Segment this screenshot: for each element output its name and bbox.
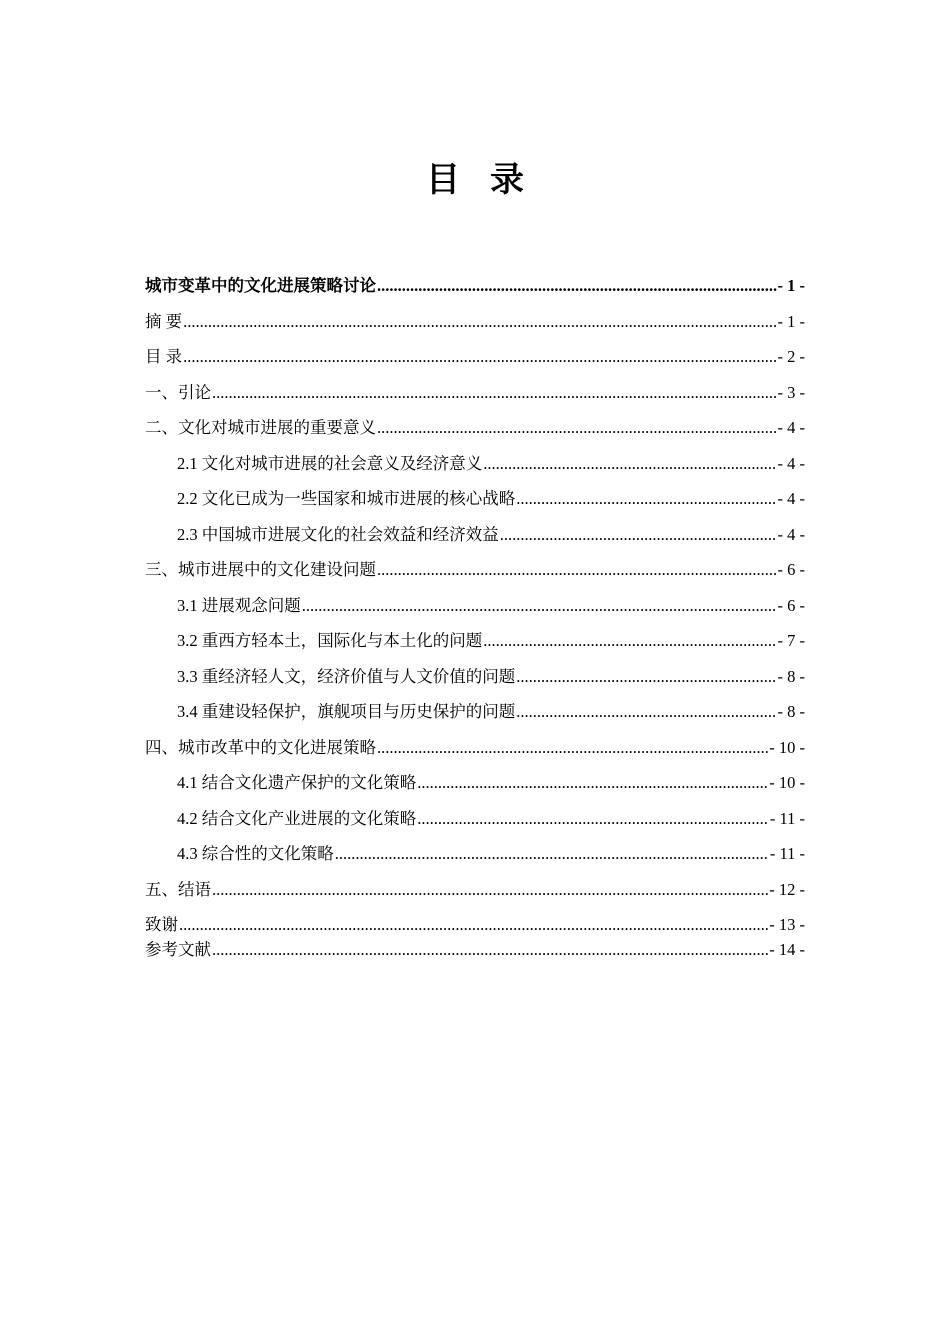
dot-leader — [183, 347, 776, 367]
dot-leader — [483, 631, 776, 651]
toc-entry-page-number: - 2 - — [777, 347, 805, 366]
toc-entry-page-number: - 13 - — [769, 915, 805, 934]
dot-leader — [377, 276, 777, 296]
dot-leader — [417, 809, 769, 829]
toc-entry-label: 4.2 结合文化产业进展的文化策略 — [177, 808, 417, 828]
toc-entry-page-number: - 6 - — [777, 560, 805, 579]
page-title: 目录 — [426, 160, 554, 200]
toc-entry-page-number: - 4 - — [777, 489, 805, 508]
dot-leader — [516, 489, 776, 509]
toc-entry-label: 参考文献 — [145, 940, 211, 959]
toc-entry-label: 3.4 重建设轻保护，旗舰项目与历史保护的问题 — [177, 702, 516, 721]
toc-entry[interactable] — [145, 308, 805, 344]
toc-entry-page-number: - 4 - — [777, 418, 805, 437]
toc-entry[interactable] — [145, 876, 805, 912]
toc-entry-label: 4.1 结合文化遗产保护的文化策略 — [177, 773, 417, 792]
toc-entry[interactable] — [145, 627, 805, 663]
toc-entry-label: 致谢 — [145, 915, 178, 934]
toc-entry[interactable] — [145, 343, 805, 379]
dot-leader — [183, 312, 776, 332]
toc-entry-label: 3.3 重经济轻人文，经济价值与人文价值的问题 — [177, 666, 516, 686]
dot-leader — [377, 560, 777, 580]
toc-entry-label: 五、结语 — [145, 879, 211, 899]
table-of-contents — [145, 272, 805, 972]
toc-entry-label: 二、文化对城市进展的重要意义 — [145, 418, 376, 437]
dot-leader — [516, 667, 776, 687]
toc-entry[interactable] — [145, 840, 805, 876]
toc-entry-page-number: - 4 - — [777, 524, 805, 544]
dot-leader — [516, 702, 776, 722]
toc-entry-page-number: - 8 - — [777, 702, 805, 721]
toc-entry-page-number: - 4 - — [777, 453, 805, 473]
toc-entry-page-number: - 6 - — [777, 595, 805, 615]
dot-leader — [500, 525, 777, 545]
dot-leader — [212, 880, 768, 900]
toc-entry-page-number: - 11 - — [769, 844, 805, 863]
toc-entry[interactable] — [145, 663, 805, 699]
dot-leader — [483, 454, 776, 474]
dot-leader — [377, 738, 768, 758]
toc-entry[interactable] — [145, 521, 805, 557]
dot-leader — [377, 418, 777, 438]
toc-entry[interactable] — [145, 734, 805, 770]
toc-entry[interactable] — [145, 485, 805, 521]
toc-entry[interactable] — [145, 450, 805, 486]
dot-leader — [335, 844, 769, 864]
toc-entry[interactable] — [145, 272, 805, 308]
dot-leader — [417, 773, 768, 793]
toc-entry-label: 一、引论 — [145, 382, 211, 402]
toc-entry-label: 摘 要 — [145, 311, 183, 331]
toc-entry-label: 城市变革中的文化进展策略讨论 — [145, 276, 376, 295]
toc-entry[interactable] — [145, 556, 805, 592]
toc-entry-label: 3.1 进展观念问题 — [177, 595, 301, 615]
dot-leader — [212, 383, 777, 403]
dot-leader — [179, 915, 768, 935]
toc-entry-page-number: - 14 - — [769, 940, 805, 959]
toc-entry[interactable] — [145, 936, 805, 972]
toc-entry-label: 目 录 — [145, 347, 183, 366]
toc-entry-page-number: - 3 - — [777, 382, 805, 402]
toc-entry-label: 2.2 文化已成为一些国家和城市进展的核心战略 — [177, 489, 516, 508]
toc-entry-page-number: - 12 - — [769, 879, 805, 899]
toc-entry-label: 2.3 中国城市进展文化的社会效益和经济效益 — [177, 524, 499, 544]
toc-entry-page-number: - 1 - — [777, 276, 805, 295]
toc-entry-page-number: - 11 - — [769, 808, 805, 828]
toc-entry-page-number: - 10 - — [769, 737, 805, 757]
toc-entry-label: 4.3 综合性的文化策略 — [177, 844, 334, 863]
toc-entry-label: 四、城市改革中的文化进展策略 — [145, 737, 376, 757]
toc-entry[interactable] — [145, 592, 805, 628]
toc-entry-page-number: - 10 - — [769, 773, 805, 792]
toc-entry-label: 3.2 重西方轻本土，国际化与本土化的问题 — [177, 631, 483, 650]
toc-entry[interactable] — [145, 911, 805, 936]
toc-entry[interactable] — [145, 414, 805, 450]
dot-leader — [212, 940, 768, 960]
dot-leader — [302, 596, 777, 616]
toc-entry[interactable] — [145, 698, 805, 734]
toc-entry-label: 三、城市进展中的文化建设问题 — [145, 560, 376, 579]
toc-entry-label: 2.1 文化对城市进展的社会意义及经济意义 — [177, 453, 483, 473]
toc-entry[interactable] — [145, 379, 805, 415]
toc-entry-page-number: - 7 - — [777, 631, 805, 650]
toc-entry[interactable] — [145, 805, 805, 841]
toc-entry-page-number: - 8 - — [777, 666, 805, 686]
toc-entry[interactable] — [145, 769, 805, 805]
toc-entry-page-number: - 1 - — [777, 311, 805, 331]
